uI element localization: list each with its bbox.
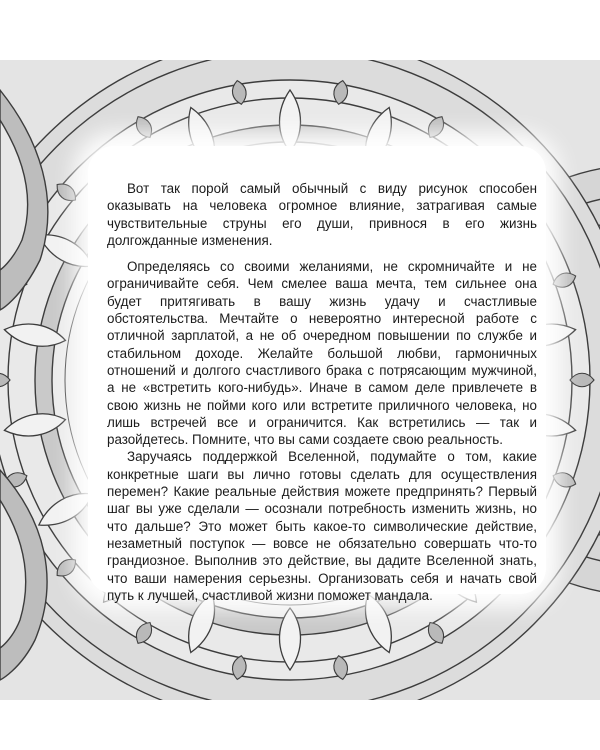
paragraph-2: Определяясь со своими желаниями, не скромничайте и не ограничивайте себя. Чем смелее ваша мечта, тем сильнее она будет притягивать в вашу жизнь удачу и счастливые обстоятельства. Мечтайте о невероятно интересной работе с отличной зарплатой, а не об очередном повышении по службе и стабильном доходе. Желайте большой любви, гармоничных отношений и долгого счастливого брака с потрясающим мужчиной, а не «встретить кого-нибудь». Иначе в самом деле привлечете в свою жизнь не пойми кого или встретите приличного человека, но лишь встречей все и ограничится. Как встретились — так и разойдетесь. Помните, что вы сами создаете свою реальность. (107, 259, 537, 448)
body-text (107, 180, 537, 604)
paragraph-3: Заручаясь поддержкой Вселенной, подумайте о том, какие конкретные шаги вы лично готовы сделать для осуществления перемен? Какие реальные действия можете предпринять? Первый шаг вы уже сделали — осознали потребность изменить жизнь, но что дальше? Это может быть какое-то символические действие, незаметный поступок — вовсе не обязательно совершать что-то грандиозное. Выполнив это действие, вы дадите Вселенной знать, что ваши намерения серьезны. Организовать себя и начать свой путь к лучшей, счастливой жизни поможет мандала. (107, 449, 537, 603)
paragraph-1: Вот так порой самый обычный с виду рисунок способен оказывать на человека огромное влияние, затрагивая самые чувствительные струны его души, привнося в его жизнь долгожданные изменения. (107, 181, 537, 248)
